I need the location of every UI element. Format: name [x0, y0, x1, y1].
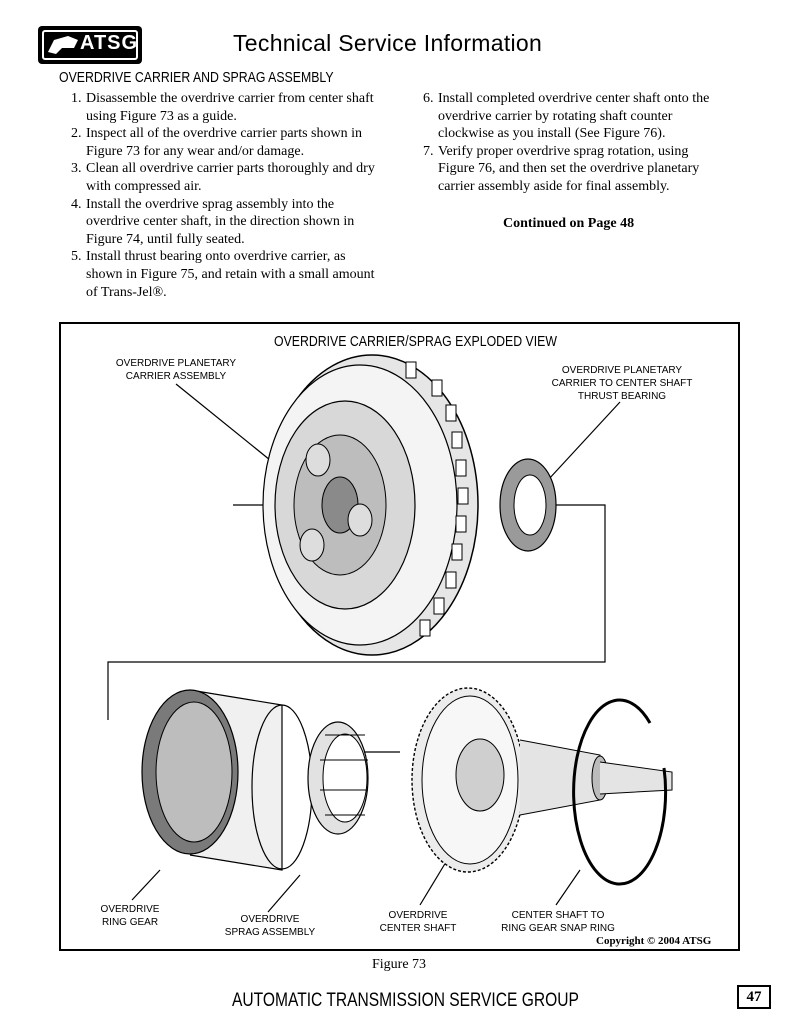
figure-title: OVERDRIVE CARRIER/SPRAG EXPLODED VIEW: [274, 333, 557, 350]
continued-note: Continued on Page 48: [503, 216, 635, 231]
label-center-shaft: OVERDRIVE CENTER SHAFT: [379, 910, 457, 934]
page-number: 47: [737, 985, 771, 1009]
instruction-step: 6. Install completed overdrive center shaft onto the overdrive carrier by rotating shaft counter clockwise as you install (See Figure 76).: [423, 91, 710, 142]
page-header-title: Technical Service Information: [233, 30, 543, 56]
instruction-step: 1. Disassemble the overdrive carrier from center shaft using Figure 73 as a guide.: [71, 91, 374, 124]
ring-gear-drawing: [142, 690, 312, 870]
planetary-carrier-drawing: [263, 355, 478, 655]
instruction-step: 2. Inspect all of the overdrive carrier parts shown in Figure 73 for any wear and/or damage.: [71, 126, 363, 159]
label-ring-gear: OVERDRIVE RING GEAR: [100, 904, 160, 928]
figure-caption: Figure 73: [372, 957, 427, 972]
thrust-bearing-drawing: [500, 459, 556, 551]
instruction-step: 3. Clean all overdrive carrier parts thoroughly and dry with compressed air.: [71, 161, 375, 194]
label-planetary-carrier: OVERDRIVE PLANETARY CARRIER ASSEMBLY: [115, 358, 237, 382]
label-snap-ring: CENTER SHAFT TO RING GEAR SNAP RING: [501, 910, 615, 934]
label-sprag-assembly: OVERDRIVE SPRAG ASSEMBLY: [224, 914, 316, 938]
logo-text: ATSG: [80, 32, 139, 54]
copyright-notice: Copyright © 2004 ATSG: [596, 935, 712, 947]
instruction-step: 7. Verify proper overdrive sprag rotation, using Figure 76, and then set the overdrive planetary carrier assembly aside for final assembly.: [423, 143, 700, 194]
label-thrust-bearing: OVERDRIVE PLANETARY CARRIER TO CENTER SHAFT THRUST BEARING: [551, 365, 693, 402]
instruction-step: 5. Install thrust bearing onto overdrive carrier, as shown in Figure 75, and retain with a small amount of Trans-Jel®.: [71, 249, 375, 300]
footer-text: AUTOMATIC TRANSMISSION SERVICE GROUP: [232, 990, 579, 1011]
instruction-step: 4. Install the overdrive sprag assembly into the overdrive center shaft, in the direction shown in Figure 74, until fully seated.: [71, 196, 355, 247]
sprag-assembly-drawing: [308, 722, 368, 834]
section-heading: OVERDRIVE CARRIER AND SPRAG ASSEMBLY: [59, 69, 334, 86]
center-shaft-drawing: [412, 688, 672, 872]
